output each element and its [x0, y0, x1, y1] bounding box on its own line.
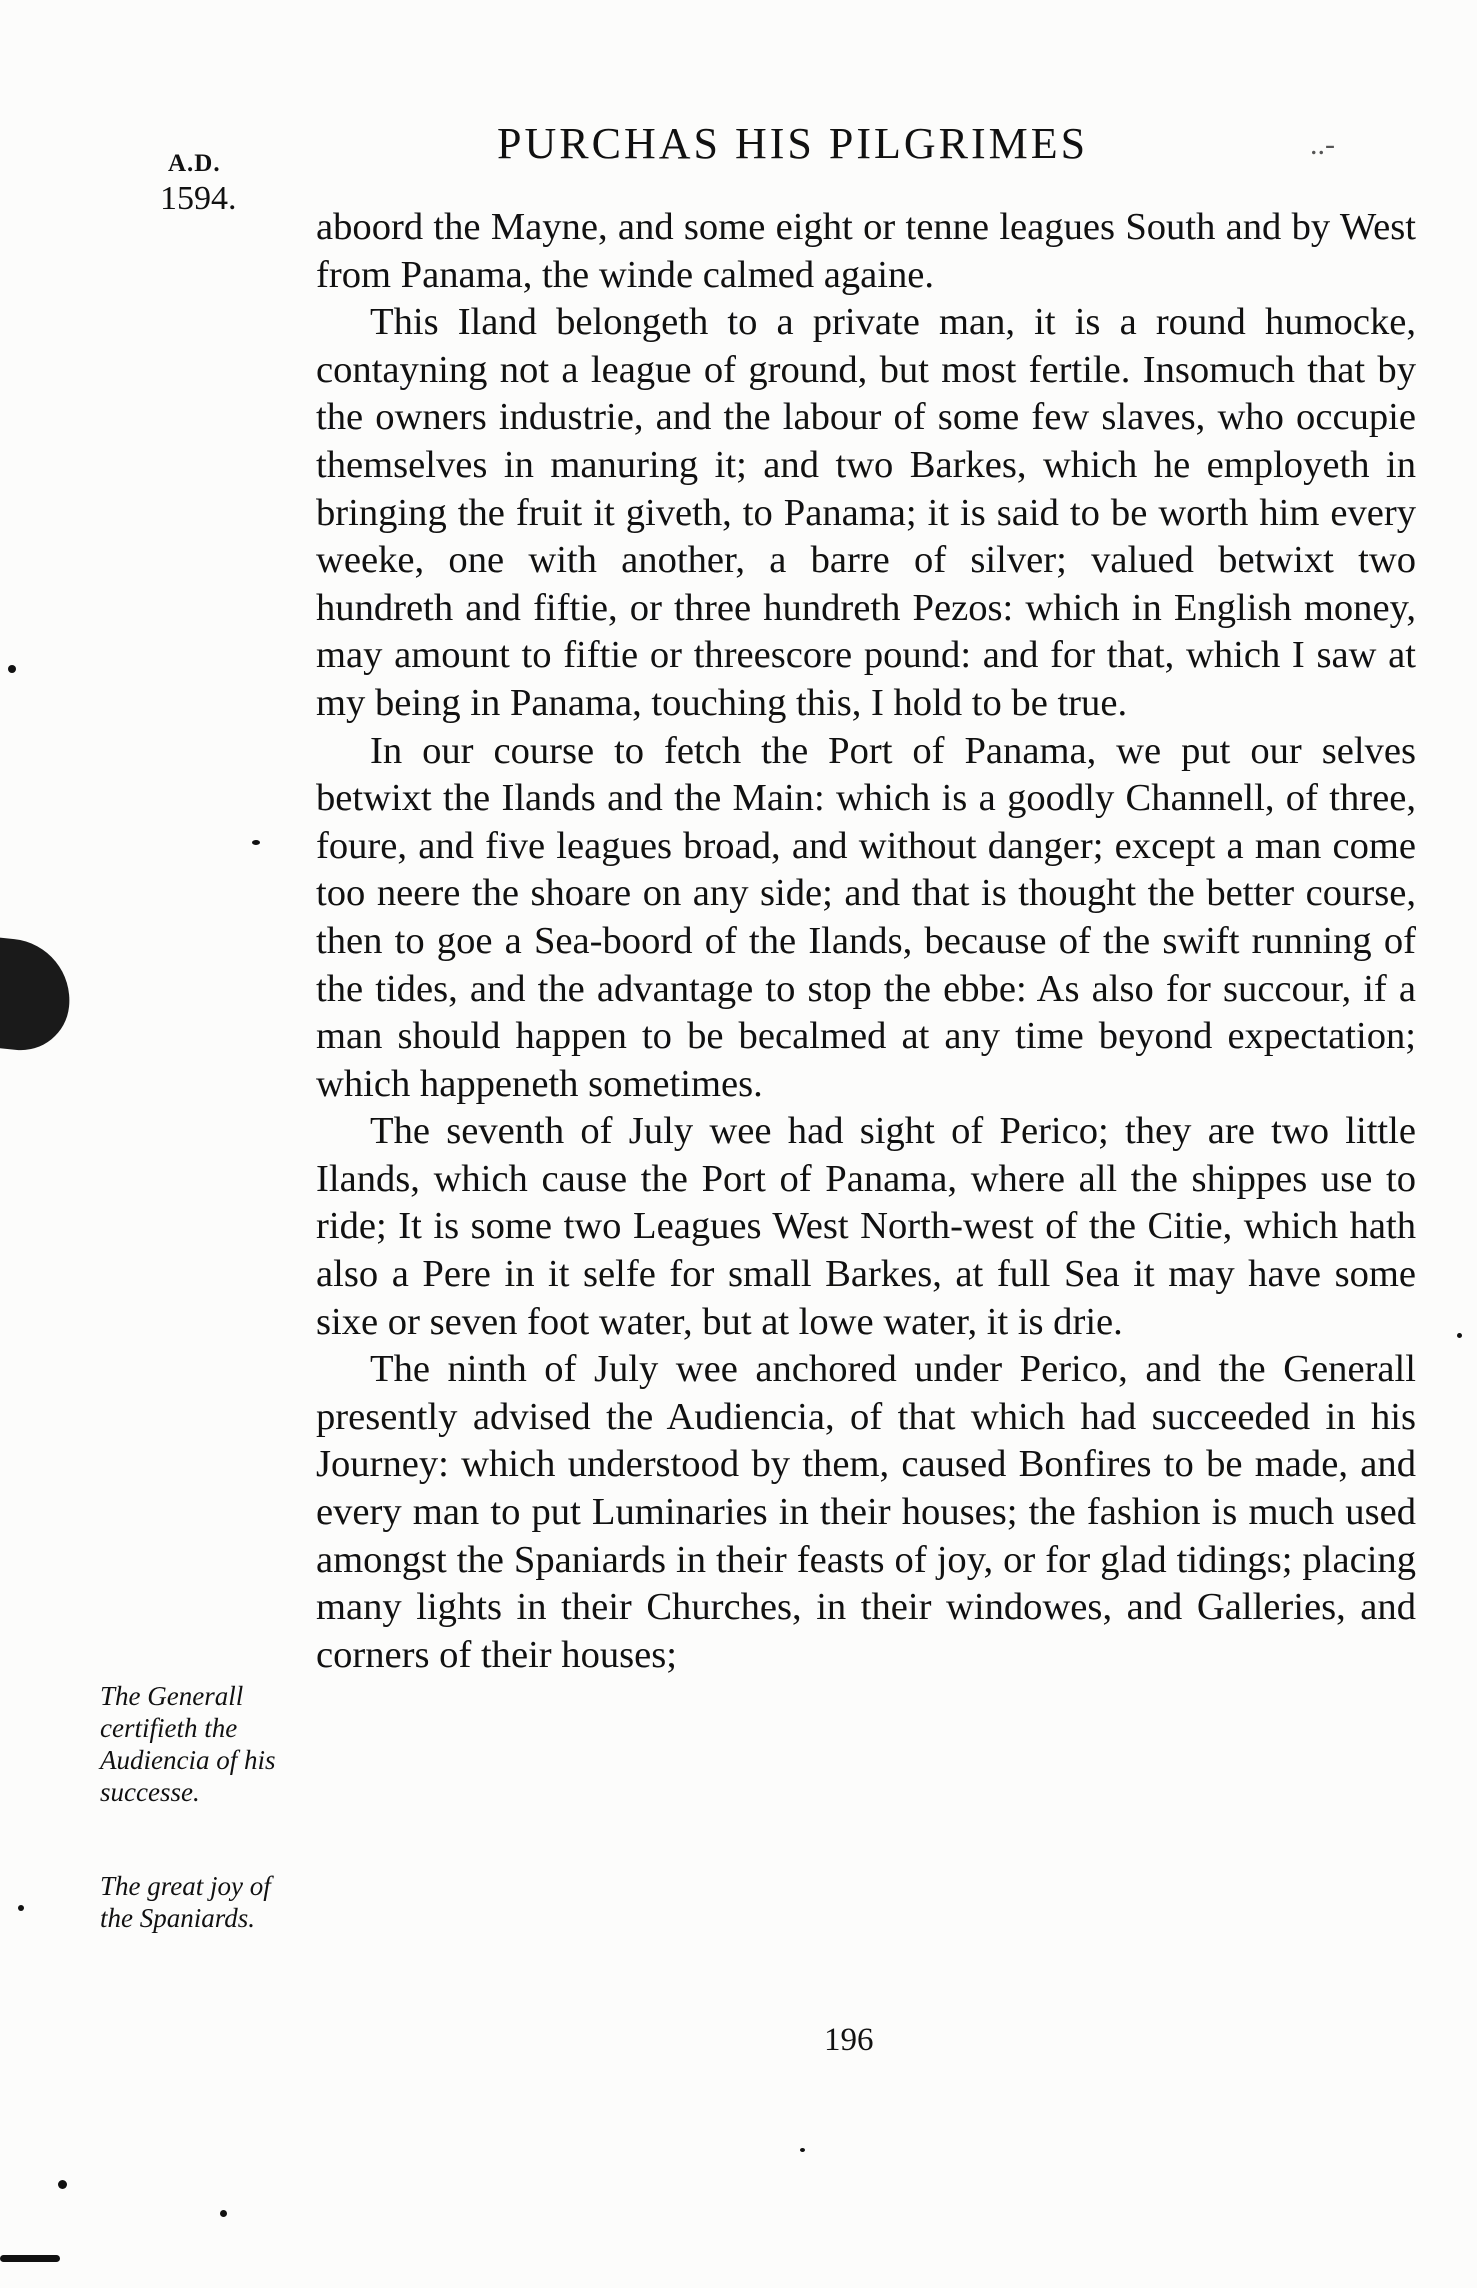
running-title: PURCHAS HIS PILGRIMES	[497, 119, 1089, 168]
paragraph-3: In our course to fetch the Port of Panama, we put our selves betwixt the Ilands and the Main: which is a goodly Channell, of three, foure, and five leagues broad, and without danger; except a man come too neere the shoare on any side; and that is thought the better course, then to goe a Sea-boord of the Ilands, because of the swift running of the tides, and the advantage to stop the ebbe: As also for succour, if a man should happen to be becalmed at any time beyond expectation; which happeneth sometimes.	[316, 729, 1416, 1105]
year-label: 1594.	[160, 180, 237, 217]
scan-speck	[800, 2148, 805, 2152]
scan-speck	[58, 2180, 67, 2189]
scan-speck	[220, 2210, 227, 2217]
sidenote-generall-certifieth: The Generall certifieth the Audiencia of his successe.	[100, 1681, 276, 1807]
paragraph-5: The ninth of July wee anchored under Perico, and the Generall presently advised the Audiencia, of that which had succeeded in his Journey: which understood by them, caused Bonfires to be made, and every man to put Luminaries in their houses; the fashion is much used amongst the Spaniards in their feasts of joy, or for glad tidings; placing many lights in their Churches, in their windowes, and Galleries, and corners of their houses;	[316, 1348, 1416, 1676]
page-number: 196	[824, 2022, 874, 2058]
sidenote-great-joy: The great joy of the Spaniards.	[100, 1871, 271, 1933]
body-text	[316, 204, 1416, 1679]
scan-edge-mark	[0, 2255, 60, 2262]
scan-speck	[1457, 1333, 1462, 1338]
header-mark: ..-	[1310, 128, 1335, 161]
paragraph-1: aboord the Mayne, and some eight or tenne leagues South and by West from Panama, the winde calmed againe.	[316, 206, 1416, 296]
era-label: A.D.	[168, 150, 221, 177]
scan-smudge	[0, 935, 75, 1055]
scan-speck	[252, 840, 260, 845]
paragraph-2: This Iland belongeth to a private man, it is a round humocke, contayning not a league of ground, but most fertile. Insomuch that by the owners industrie, and the labour of some few slaves, who occupie themselves in manuring it; and two Barkes, which he employeth in bringing the fruit it giveth, to Panama; it is said to be worth him every weeke, one with another, a barre of silver; valued betwixt two hundreth and fiftie, or three hundreth Pezos: which in English money, may amount to fiftie or threescore pound: and for that, which I saw at my being in Panama, touching this, I hold to be true.	[316, 301, 1416, 724]
scan-speck	[18, 1905, 24, 1911]
scan-speck	[8, 665, 16, 673]
paragraph-4: The seventh of July wee had sight of Perico; they are two little Ilands, which cause the Port of Panama, where all the shippes use to ride; It is some two Leagues West North-west of the Citie, which hath also a Pere in it selfe for small Barkes, at full Sea it may have some sixe or seven foot water, but at lowe water, it is drie.	[316, 1110, 1416, 1343]
